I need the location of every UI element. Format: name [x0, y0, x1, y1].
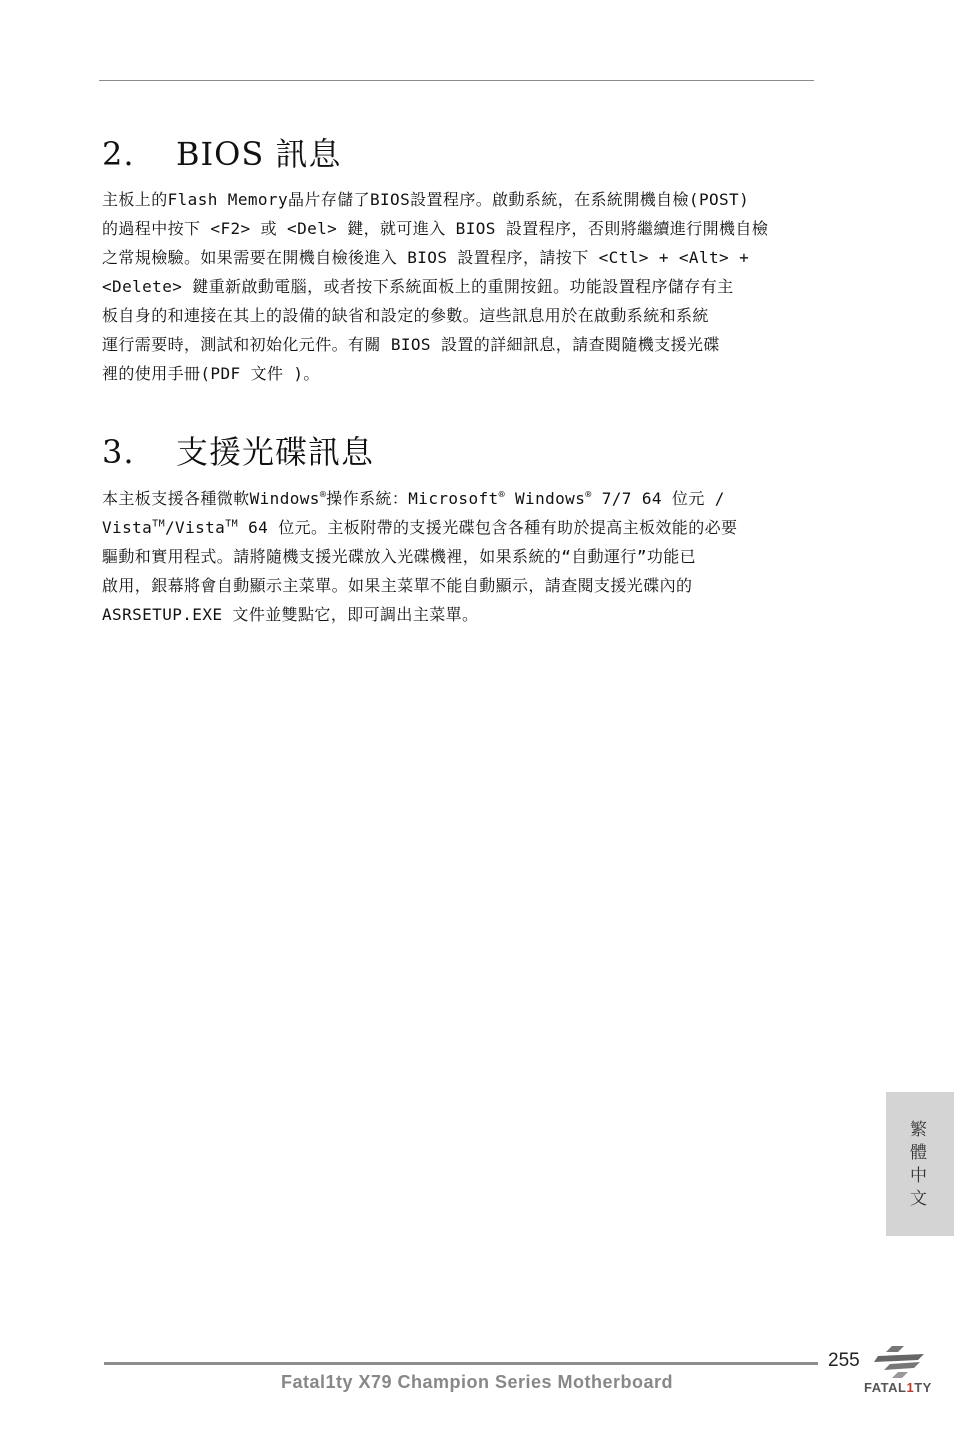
logo-text-accent: 1 — [906, 1380, 915, 1395]
paragraph-line: 裡的使用手冊(PDF 文件 )。 — [102, 364, 320, 383]
language-side-tab — [886, 1092, 954, 1236]
registered-mark: ® — [319, 489, 327, 501]
paragraph-line: 主板上的Flash Memory晶片存儲了BIOS設置程序。啟動系統，在系統開機自檢(POST) — [102, 190, 750, 209]
paragraph-line: 板自身的和連接在其上的設備的缺省和設定的參數。這些訊息用於在啟動系統和系統 — [102, 306, 709, 325]
section-number: 2. — [102, 135, 135, 173]
trademark-mark: TM — [152, 518, 166, 530]
text-run: 7/7 64 位元 / — [591, 489, 725, 508]
registered-mark: ® — [585, 489, 592, 501]
paragraph-line: 運行需要時，測試和初始化元件。有關 BIOS 設置的詳細訊息，請查閱隨機支援光碟 — [102, 335, 720, 354]
paragraph-line: ASRSETUP.EXE 文件並雙點它，即可調出主菜單。 — [102, 605, 479, 624]
language-label: 繁體中文 — [906, 1120, 926, 1212]
trademark-mark: TM — [225, 518, 239, 530]
paragraph-line: <Delete> 鍵重新啟動電腦，或者按下系統面板上的重開按鈕。功能設置程序儲存有主 — [102, 277, 734, 296]
footer-title: Fatal1ty X79 Champion Series Motherboard — [280, 1372, 674, 1392]
section-heading-bios — [102, 134, 342, 174]
text-run: 本主板支援各種微軟Windows — [102, 489, 320, 508]
top-divider — [99, 80, 814, 81]
logo-wordmark — [864, 1380, 932, 1395]
paragraph-line: 之常規檢驗。如果需要在開機自檢後進入 BIOS 設置程序，請按下 <Ctl> + <Alt> + — [102, 248, 750, 267]
section-heading-support-cd — [102, 432, 374, 472]
section-number: 3. — [102, 433, 135, 471]
paragraph-line: 的過程中按下 <F2> 或 <Del> 鍵，就可進入 BIOS 設置程序，否則將繼續進行開機自檢 — [102, 219, 769, 238]
fatal1ty-logo — [862, 1340, 948, 1402]
logo-text: TY — [914, 1380, 932, 1395]
section-title: 支援光碟訊息 — [176, 433, 375, 471]
bottom-divider — [104, 1362, 818, 1365]
support-cd-paragraph — [102, 484, 818, 629]
text-run: Vista — [102, 518, 153, 537]
paragraph-line: 啟用，銀幕將會自動顯示主菜單。如果主菜單不能自動顯示，請查閱支援光碟內的 — [102, 576, 693, 595]
paragraph-line: 驅動和實用程式。請將隨機支援光碟放入光碟機裡，如果系統的“自動運行”功能已 — [102, 547, 697, 566]
text-run: Windows — [504, 489, 586, 508]
registered-mark: ® — [498, 489, 505, 501]
logo-text: FATAL — [864, 1380, 907, 1395]
fatal1ty-logo-icon — [874, 1344, 934, 1380]
text-run: 操作系統：Microsoft — [326, 489, 499, 508]
paragraph-line — [102, 513, 818, 542]
bios-paragraph — [102, 185, 818, 388]
paragraph-line — [102, 484, 818, 513]
page-number: 255 — [828, 1350, 860, 1371]
text-run: 64 位元。主板附帶的支援光碟包含各種有助於提高主板效能的必要 — [238, 518, 738, 537]
text-run: /Vista — [165, 518, 226, 537]
section-title: BIOS 訊息 — [176, 135, 342, 173]
